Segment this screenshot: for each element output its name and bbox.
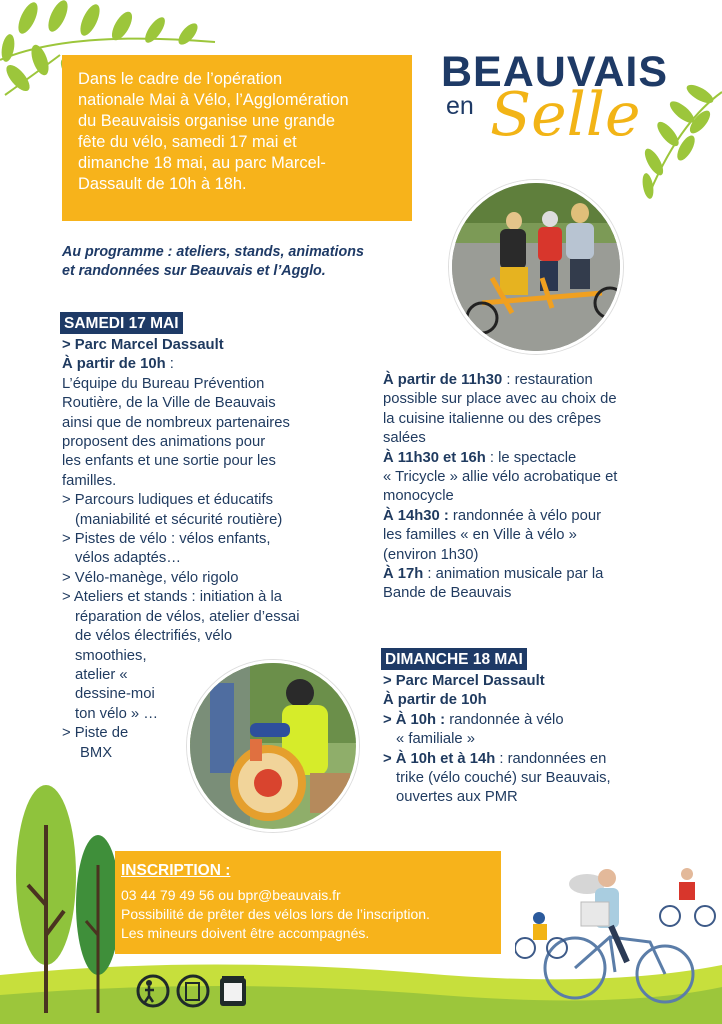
cyclists-illustration [515, 862, 722, 1007]
programme-line: et randonnées sur Beauvais et l’Agglo. [62, 263, 326, 279]
list-item-line: ton vélo » … [75, 705, 159, 722]
schedule-time: À 17h [383, 566, 424, 583]
list-item-line: > Vélo-manège, vélo rigolo [62, 569, 239, 586]
inscription-contact: 03 44 79 49 56 ou bpr@beauvais.fr [121, 887, 341, 903]
intro-line: nationale Mai à Vélo, l’Agglomération [78, 91, 349, 109]
schedule-time: À 14h30 : [383, 507, 449, 524]
intro-line: Dassault de 10h à 18h. [78, 175, 247, 193]
samedi-desc-line: L’équipe du Bureau Prévention [62, 375, 265, 392]
samedi-desc-line: proposent des animations pour [62, 434, 266, 451]
samedi-from-bold: À partir de 10h [62, 356, 166, 373]
programme-line: Au programme : ateliers, stands, animations [62, 244, 364, 260]
list-item-line: (maniabilité et sécurité routière) [75, 511, 283, 528]
samedi-desc-line: familles. [62, 472, 117, 489]
dimanche-from: À partir de 10h [383, 692, 487, 709]
leaf-branch-right [630, 82, 722, 202]
samedi-right-column [383, 371, 673, 604]
schedule-text: randonnée à vélo [445, 711, 564, 728]
schedule-entry [383, 565, 673, 604]
intro-line: Dans le cadre de l’opération [78, 70, 283, 88]
intro-line: fête du vélo, samedi 17 mai et [78, 133, 297, 151]
logo-en: en [446, 92, 474, 120]
schedule-time: À partir de 11h30 [383, 372, 503, 388]
intro-line: dimanche 18 mai, au parc Marcel- [78, 154, 326, 172]
sorting-bin-icon [216, 974, 250, 1008]
samedi-tag: SAMEDI 17 MAI [60, 312, 183, 334]
schedule-entry [383, 449, 673, 507]
tree-illustration [12, 785, 122, 1015]
list-item-line: vélos adaptés… [75, 550, 182, 567]
list-item [62, 491, 352, 530]
schedule-line: les familles « en Ville à vélo » [383, 527, 577, 544]
list-item-line: atelier « [75, 666, 128, 683]
smoothie-bike-photo [187, 660, 359, 832]
logo-selle: Selle [490, 80, 641, 150]
inscription-line: Possibilité de prêter des vélos lors de l’inscription. [121, 906, 430, 922]
samedi-desc-line: ainsi que de nombreux partenaires [62, 414, 290, 431]
list-item-line: BMX [80, 744, 113, 761]
schedule-line: Bande de Beauvais [383, 585, 512, 602]
dimanche-column [383, 672, 673, 808]
list-item [62, 530, 352, 569]
list-item-line: smoothies, [75, 647, 147, 664]
samedi-desc-line: Routière, de la Ville de Beauvais [62, 395, 276, 412]
list-item-line: > Piste de [62, 725, 129, 742]
schedule-line: « Tricycle » allie vélo acrobatique et [383, 469, 618, 486]
schedule-line: trike (vélo couché) sur Beauvais, [396, 770, 611, 787]
tandem-bike-photo [449, 180, 623, 354]
samedi-place: > Parc Marcel Dassault [62, 337, 224, 353]
schedule-time: > À 10h : [383, 711, 446, 728]
schedule-entry [383, 507, 673, 565]
schedule-line: « familiale » [396, 731, 475, 748]
schedule-line: salées [383, 430, 426, 447]
logo-beauvais: BEAUVAIS [441, 48, 669, 96]
footer-icons [136, 974, 256, 1010]
inscription-line: Les mineurs doivent être accompagnés. [121, 925, 370, 941]
inscription-box [115, 851, 501, 954]
schedule-text: : restauration [502, 372, 593, 388]
schedule-time: > À 10h et à 14h [383, 750, 496, 767]
schedule-time: À 11h30 et 16h [383, 449, 486, 466]
intro-line: du Beauvaisis organise une grande [78, 112, 335, 130]
inscription-title: INSCRIPTION : [121, 862, 231, 879]
schedule-entry [383, 371, 673, 449]
intro-box [62, 55, 412, 221]
list-item [62, 569, 352, 588]
programme-intro [62, 243, 372, 281]
samedi-desc-line: les enfants et une sortie pour les [62, 453, 276, 470]
schedule-line: (environ 1h30) [383, 546, 479, 563]
list-item-line: de vélos électrifiés, vélo [75, 628, 233, 645]
paper-bin-icon [176, 974, 210, 1008]
schedule-line: ouvertes aux PMR [396, 789, 518, 806]
dimanche-tag: DIMANCHE 18 MAI [381, 648, 527, 670]
list-item-line: réparation de vélos, atelier d’essai [75, 608, 300, 625]
samedi-from-rest: : [165, 356, 174, 373]
list-item [383, 711, 673, 750]
schedule-text: : le spectacle [485, 449, 577, 466]
list-item-line: dessine-moi [75, 686, 155, 703]
schedule-text: : randonnées en [495, 750, 607, 767]
list-item-line: > Pistes de vélo : vélos enfants, [62, 531, 271, 548]
list-item [383, 750, 673, 808]
recycle-person-icon [136, 974, 170, 1008]
schedule-text: randonnée à vélo pour [448, 507, 601, 524]
schedule-line: la cuisine italienne ou des crêpes [383, 410, 601, 427]
list-item-line: > Parcours ludiques et éducatifs [62, 492, 273, 509]
samedi-from [62, 355, 352, 374]
list-item-line: > Ateliers et stands : initiation à la [62, 589, 283, 606]
schedule-text: : animation musicale par la [423, 566, 604, 583]
dimanche-place: > Parc Marcel Dassault [383, 673, 545, 689]
schedule-line: monocycle [383, 488, 454, 505]
schedule-line: possible sur place avec au choix de [383, 391, 617, 408]
